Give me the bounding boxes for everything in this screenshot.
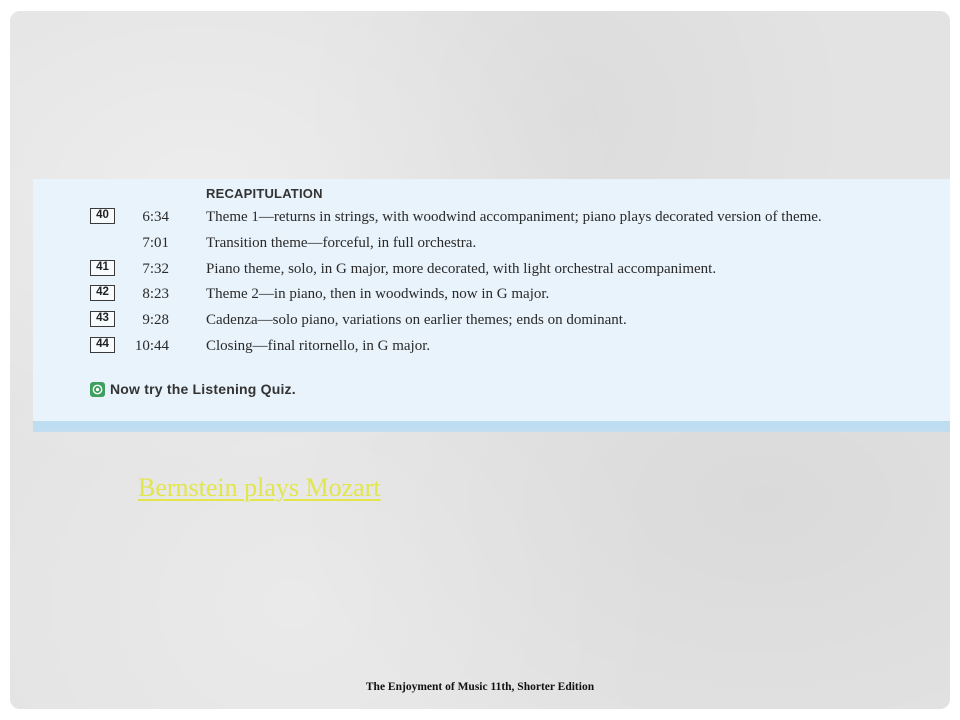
row-description: Piano theme, solo, in G major, more decorated, with light orchestral accompaniment. [206, 260, 717, 277]
row-description: Closing—final ritornello, in G major. [206, 337, 431, 354]
guide-rows [33, 208, 950, 363]
guide-row [33, 285, 950, 311]
slide [10, 11, 950, 709]
listening-quiz-text: Now try the Listening Quiz. [110, 381, 296, 397]
timestamp: 9:28 [142, 312, 169, 329]
track-number-box: 42 [90, 285, 115, 301]
track-number-box: 40 [90, 208, 115, 224]
guide-row [33, 208, 950, 234]
listening-quiz-icon [90, 382, 105, 397]
timestamp: 7:32 [142, 260, 169, 277]
listening-quiz-prompt [90, 381, 296, 397]
track-number-box: 41 [90, 260, 115, 276]
bernstein-mozart-link[interactable]: Bernstein plays Mozart [138, 473, 381, 502]
track-number-box: 44 [90, 337, 115, 353]
guide-row [33, 337, 950, 363]
row-description: Transition theme—forceful, in full orchestra. [206, 234, 477, 251]
row-description: Cadenza—solo piano, variations on earlier themes; ends on dominant. [206, 312, 627, 329]
guide-row [33, 311, 950, 337]
guide-row [33, 234, 950, 260]
timestamp: 7:01 [142, 234, 169, 251]
track-number-box: 43 [90, 311, 115, 327]
guide-row [33, 260, 950, 286]
row-description: Theme 2—in piano, then in woodwinds, now in G major. [206, 286, 550, 303]
section-heading: RECAPITULATION [206, 186, 323, 201]
guide-bottom-strip [33, 421, 950, 431]
timestamp: 6:34 [142, 209, 169, 225]
listening-guide-excerpt [33, 179, 950, 432]
footer-citation: The Enjoyment of Music 11th, Shorter Edition [365, 681, 595, 693]
timestamp: 10:44 [134, 337, 169, 354]
row-description: Theme 1—returns in strings, with woodwind accompaniment; piano plays decorated version of theme. [206, 209, 822, 225]
timestamp: 8:23 [142, 286, 169, 303]
